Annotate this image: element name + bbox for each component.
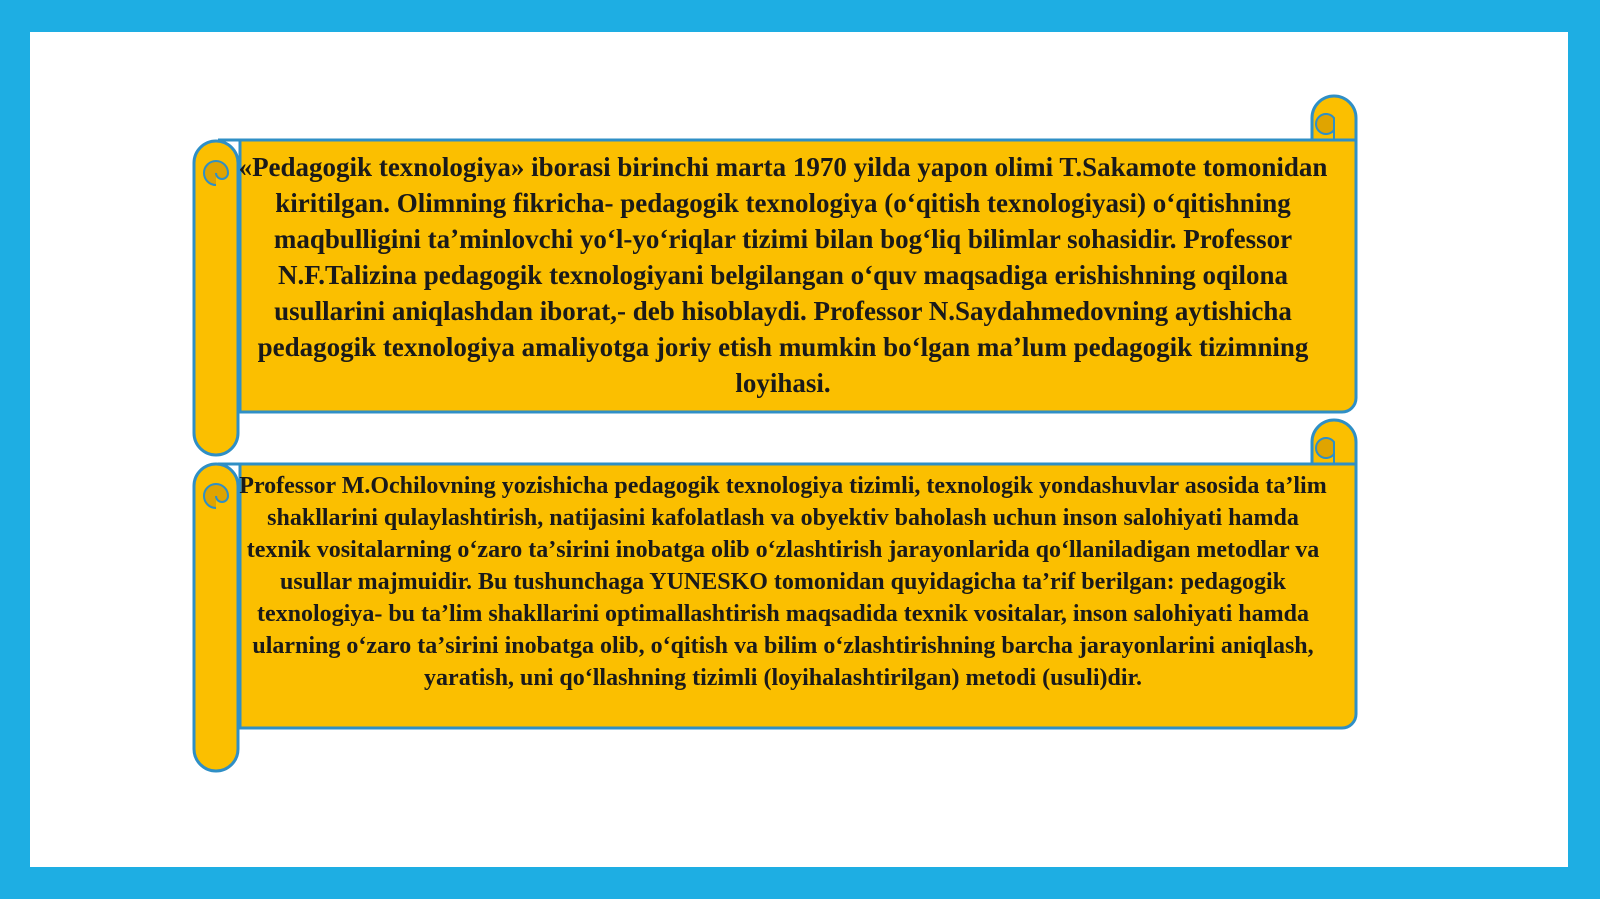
scroll-1-text: «Pedagogik texnologiya» iborasi birinchi marta 1970 yilda yapon olimi T.Sakamote tomonidan kiritilgan. Olimning fikricha- pedagogik texnologiya (oʻqitish texnologiyasi) oʻqitishning maqbulligini taʼminlovchi yoʻl-yoʻriqlar tizimi bilan bogʻliq bilimlar sohasidir. Professor N.F.Talizina pedagogik texnologiyani belgilangan oʻquv maqsadiga erishishning oqilona usullarini aniqlashdan iborat,- deb hisoblaydi. Professor N.Saydahmedovning aytishicha pedagogik texnologiya amaliyotga joriy etish mumkin boʻlgan maʼlum pedagogik tizimning loyihasi. (238, 152, 1328, 398)
scroll-2-text: Professor M.Ochilovning yozishicha pedagogik texnologiya tizimli, texnologik yondashuvlar asosida taʼlim shakllarini qulaylashtirish, natijasini kafolatlash va obyektiv baholash uchun inson salohiyati hamda texnik vositalarning oʻzaro taʼsirini inobatga olib oʻzlashtirish jarayonlarida qoʻllaniladigan metodlar va usullar majmuidir. Bu tushunchaga YUNESKO tomonidan quyidagicha taʼrif berilgan: pedagogik texnologiya- bu taʼlim shakllarini optimallashtirish maqsadida texnik vositalar, inson salohiyati hamda ularning oʻzaro taʼsirini inobatga olib, oʻqitish va bilim oʻzlashtirishning barcha jarayonlarini aniqlash, yaratish, uni qoʻllashning tizimli (loyihalashtirilgan) metodi (usuli)dir. (239, 473, 1327, 691)
scroll-roll-left (194, 464, 238, 771)
